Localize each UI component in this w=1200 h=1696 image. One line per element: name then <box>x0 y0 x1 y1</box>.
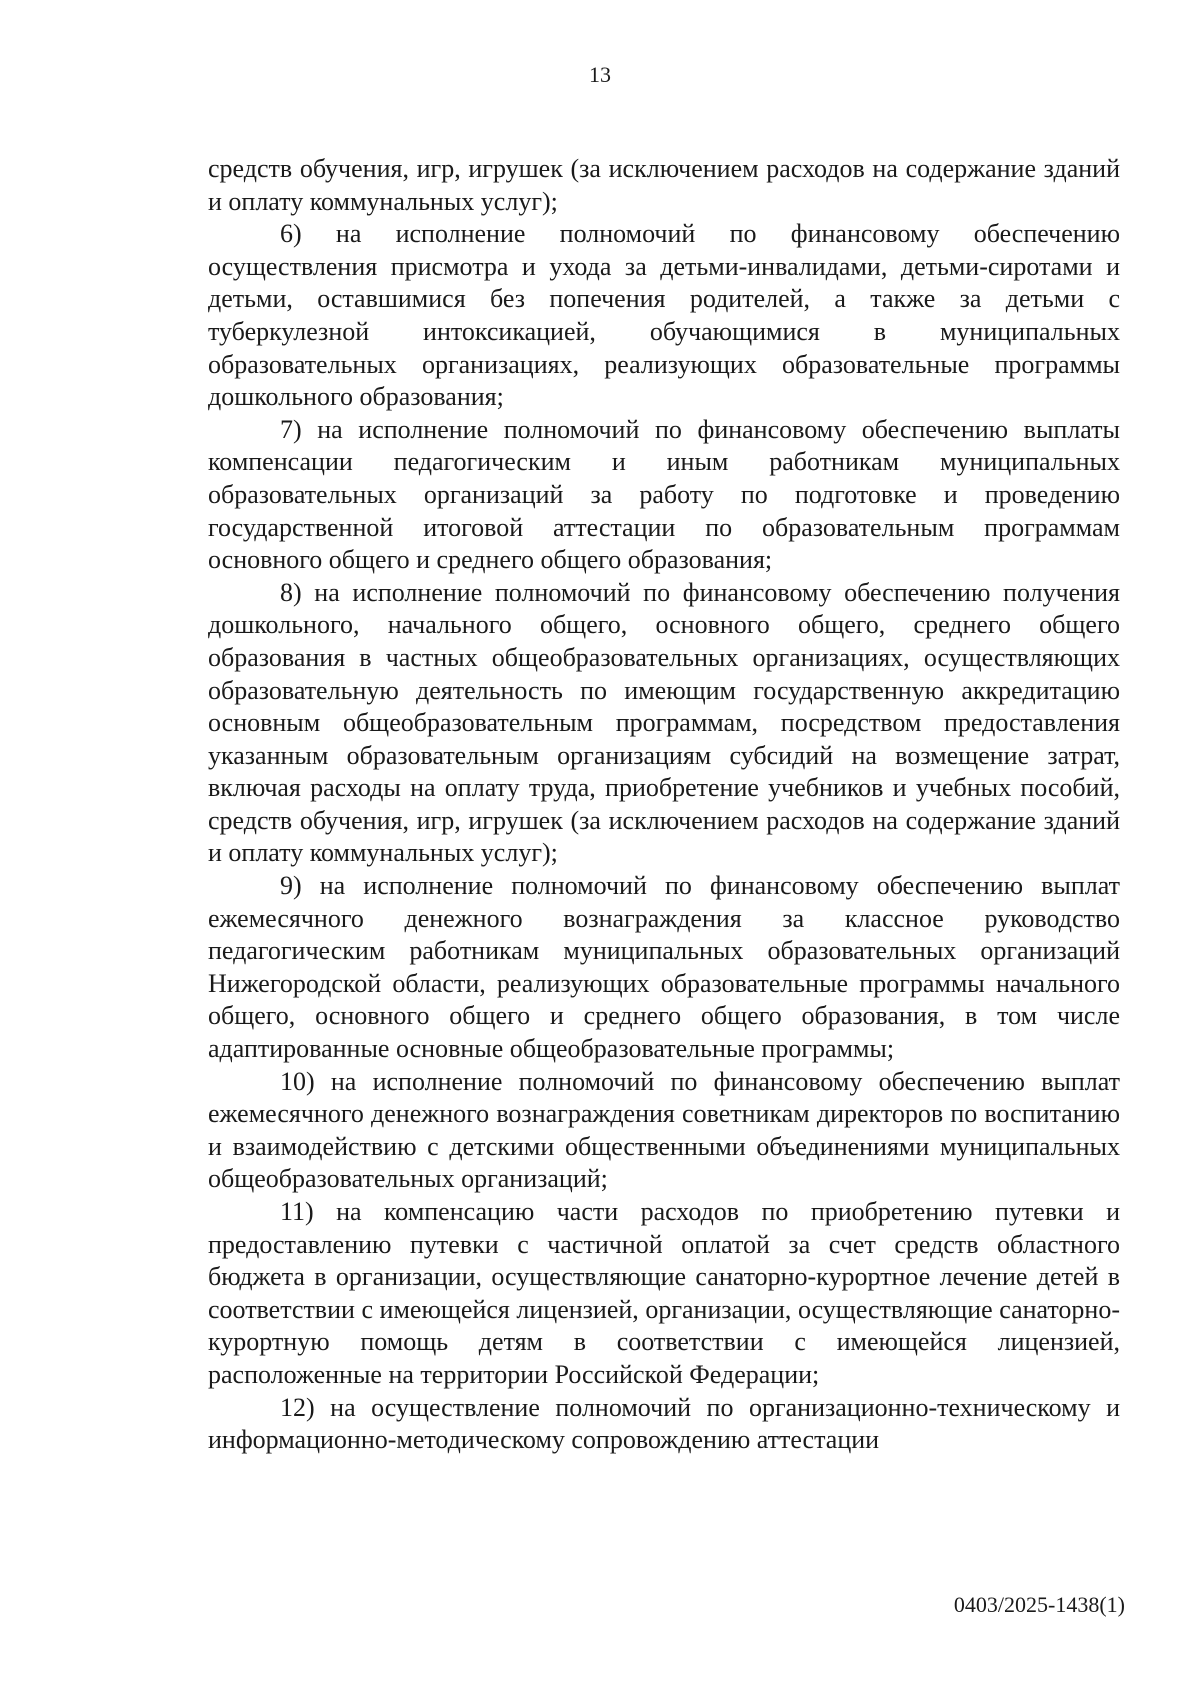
paragraph-item-8: 8) на исполнение полномочий по финансовому обеспечению получения дошкольного, начального общего, основного общего, среднего общего образования в частных общеобразовательных организациях, осуществляющих образовательную деятельность по имеющим государственную аккредитацию основным общеобразовательным программам, посредством предоставления указанным образовательным организациям субсидий на возмещение затрат, включая расходы на оплату труда, приобретение учебников и учебных пособий, средств обучения, игр, игрушек (за исключением расходов на содержание зданий и оплату коммунальных услуг); <box>208 577 1120 868</box>
paragraph-item-9: 9) на исполнение полномочий по финансовому обеспечению выплат ежемесячного денежного вознаграждения за классное руководство педагогическим работникам муниципальных образовательных организаций Нижегородской области, реализующих образовательные программы начального общего, основного общего и среднего общего образования, в том числе адаптированные основные общеобразовательные программы; <box>208 871 1120 1064</box>
paragraph-item-10: 10) на исполнение полномочий по финансовому обеспечению выплат ежемесячного денежного вознаграждения советникам директоров по воспитанию и взаимодействию с детскими общественными объединениями муниципальных общеобразовательных организаций; <box>208 1066 1120 1194</box>
paragraph-continuation: средств обучения, игр, игрушек (за исключением расходов на содержание зданий и оплату коммунальных услуг); <box>208 154 1120 216</box>
paragraph-item-12: 12) на осуществление полномочий по организационно-техническому и информационно-методическому сопровождению аттестации <box>208 1392 1120 1455</box>
paragraph-item-11: 11) на компенсацию части расходов по приобретению путевки и предоставлению путевки с частичной оплатой за счет средств областного бюджета в организации, осуществляющие санаторно-курортное лечение детей в соответствии с имеющейся лицензией, организации, осуществляющие санаторно-курортную помощь детям в соответствии с имеющейся лицензией, расположенные на территории Российской Федерации; <box>208 1197 1120 1389</box>
paragraph-item-6: 6) на исполнение полномочий по финансовому обеспечению осуществления присмотра и ухода за детьми-инвалидами, детьми-сиротами и детьми, оставшимися без попечения родителей, а также за детьми с туберкулезной интоксикацией, обучающимися в муниципальных образовательных организациях, реализующих образовательные программы дошкольного образования; <box>208 219 1120 412</box>
paragraph-item-7: 7) на исполнение полномочий по финансовому обеспечению выплаты компенсации педагогическим и иным работникам муниципальных образовательных организаций за работу по подготовке и проведению государственной итоговой аттестации по образовательным программам основного общего и среднего общего образования; <box>208 414 1120 575</box>
document-body <box>208 153 1120 1457</box>
document-code: 0403/2025-1438(1) <box>953 1592 1125 1617</box>
page-number: 13 <box>589 62 611 87</box>
